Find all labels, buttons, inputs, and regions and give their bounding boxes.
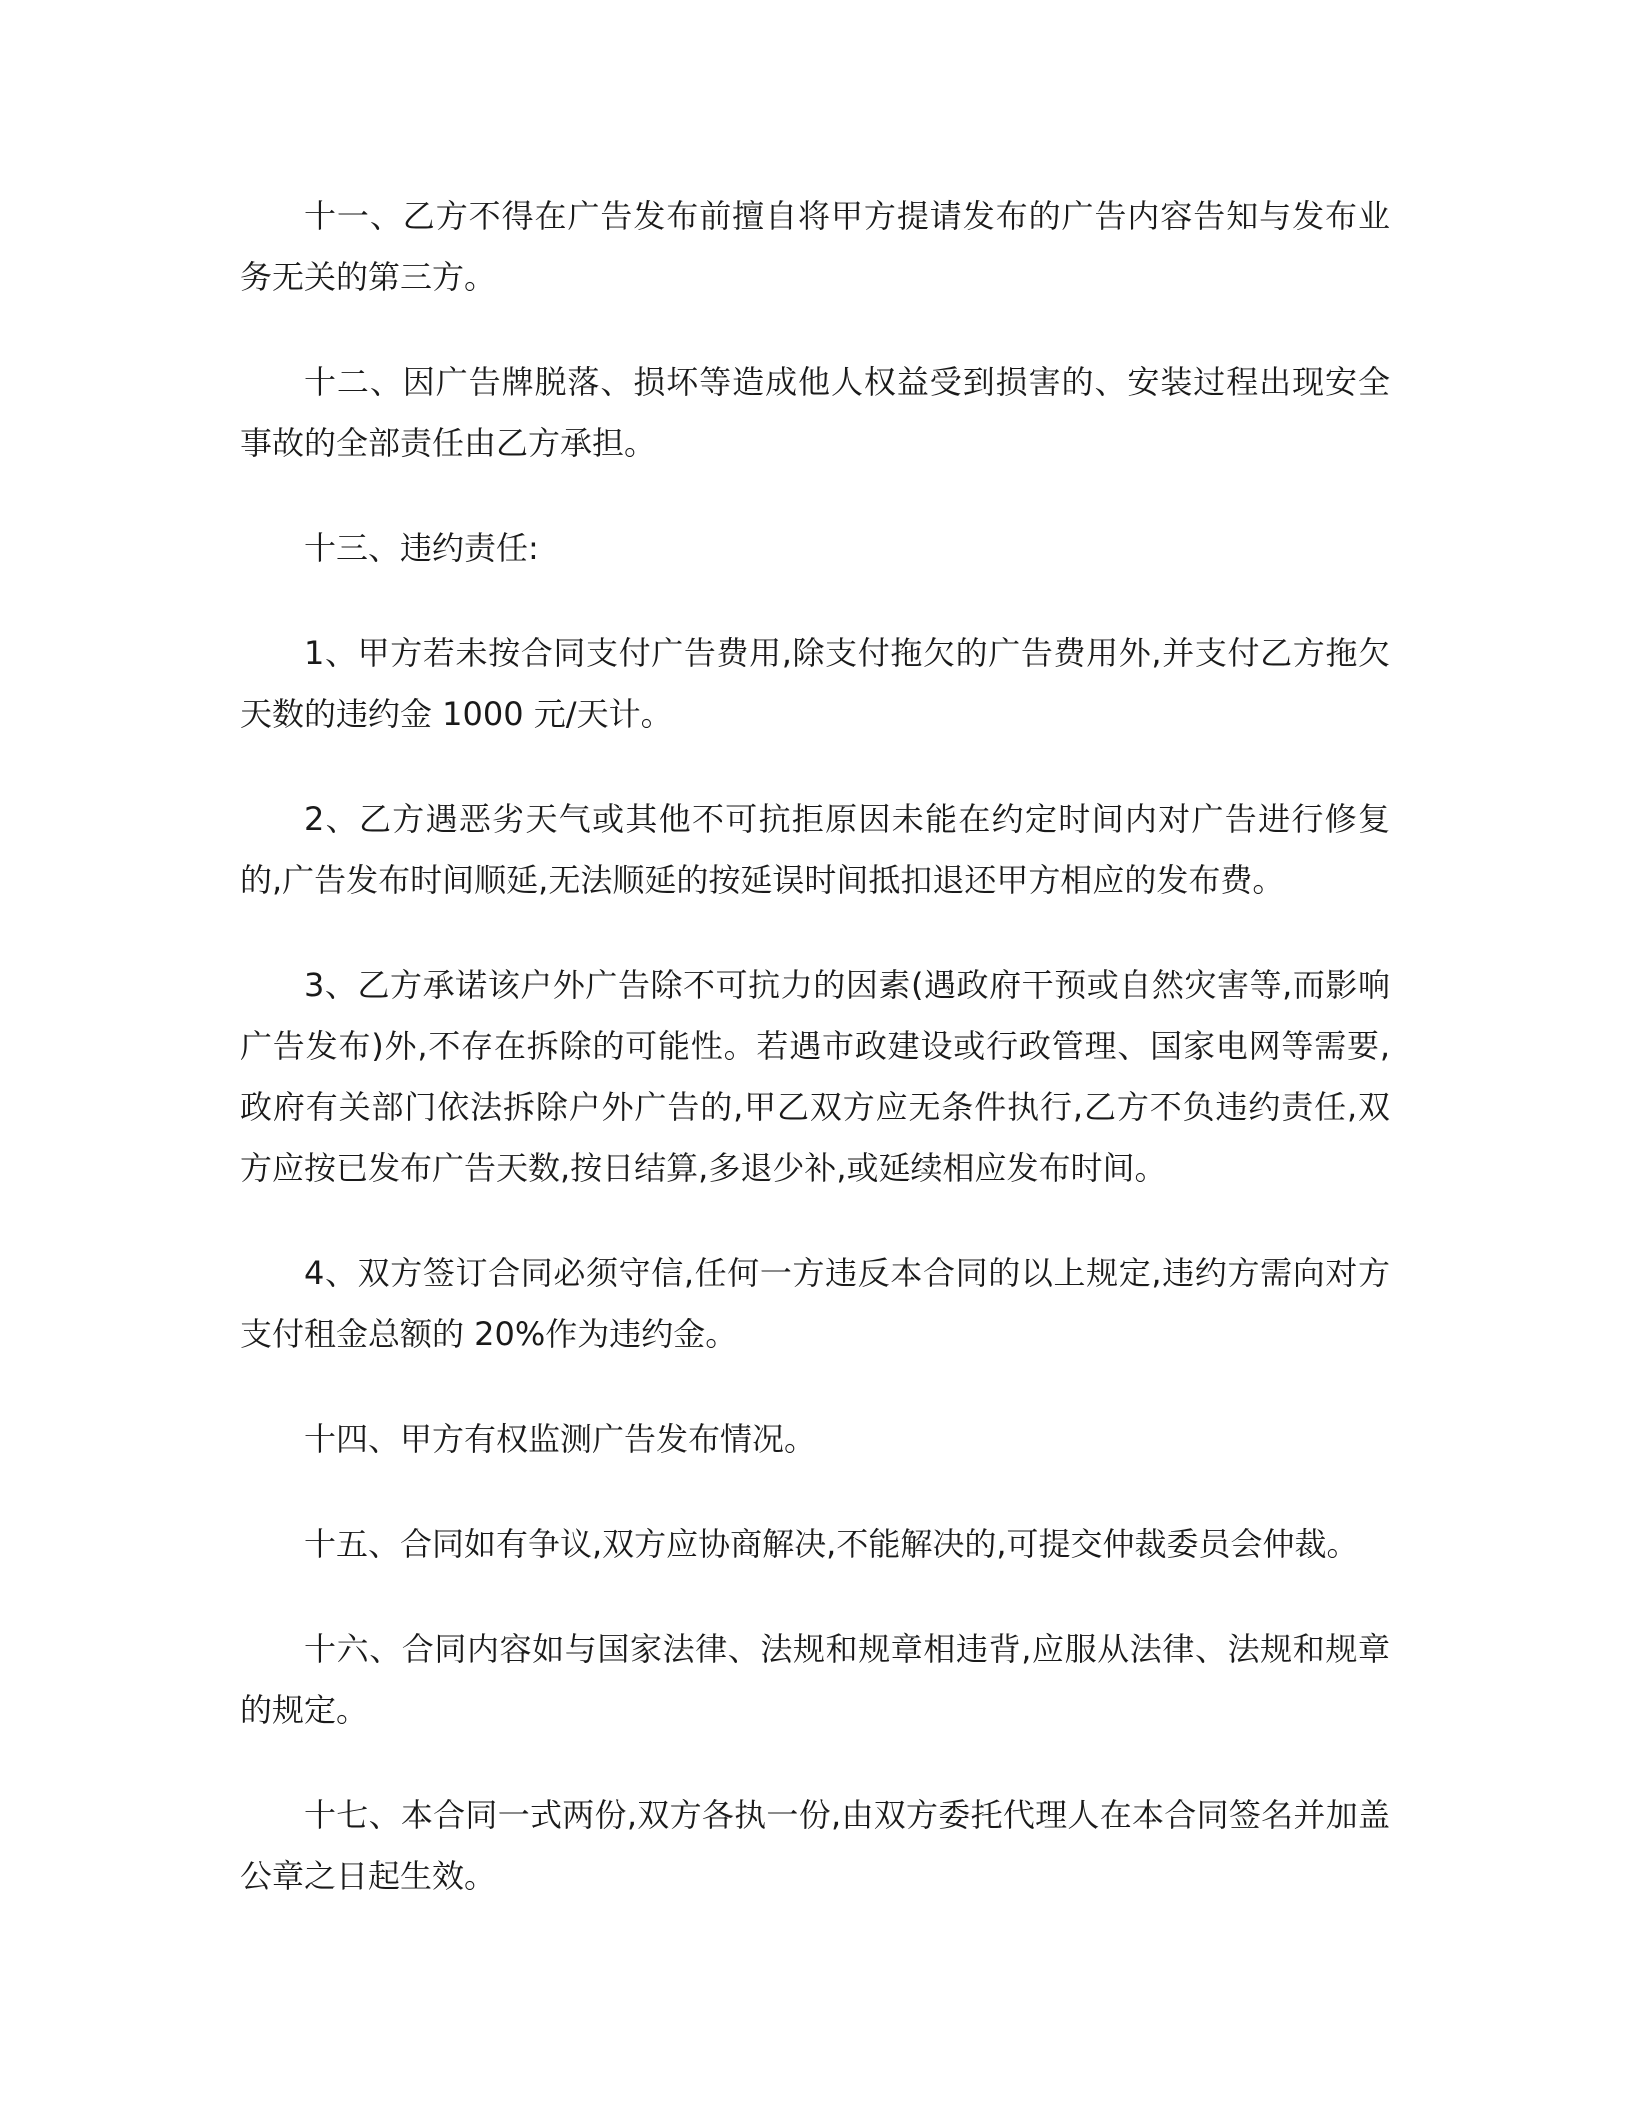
clause-13-item-3: 3、乙方承诺该户外广告除不可抗力的因素(遇政府干预或自然灾害等,而影响广告发布)外,不存在拆除的可能性。若遇市政建设或行政管理、国家电网等需要,政府有关部门依法拆除户外广告的,甲乙双方应无条件执行,乙方不负违约责任,双方应按已发布广告天数,按日结算,多退少补,或延续相应发布时间。 [240, 966, 1390, 1187]
clause-12: 十二、因广告牌脱落、损坏等造成他人权益受到损害的、安装过程出现安全事故的全部责任由乙方承担。 [240, 363, 1390, 462]
contract-body [240, 186, 1390, 1907]
clause-11: 十一、乙方不得在广告发布前擅自将甲方提请发布的广告内容告知与发布业务无关的第三方。 [240, 197, 1390, 296]
clause-14: 十四、甲方有权监测广告发布情况。 [304, 1420, 817, 1458]
clause-15: 十五、合同如有争议,双方应协商解决,不能解决的,可提交仲裁委员会仲裁。 [304, 1525, 1359, 1563]
clause-17: 十七、本合同一式两份,双方各执一份,由双方委托代理人在本合同签名并加盖公章之日起生效。 [240, 1796, 1390, 1895]
clause-16: 十六、合同内容如与国家法律、法规和规章相违背,应服从法律、法规和规章的规定。 [240, 1630, 1390, 1729]
clause-13-heading: 十三、违约责任: [304, 529, 539, 567]
clause-13-item-2: 2、乙方遇恶劣天气或其他不可抗拒原因未能在约定时间内对广告进行修复的,广告发布时间顺延,无法顺延的按延误时间抵扣退还甲方相应的发布费。 [240, 800, 1390, 899]
clause-13-item-4: 4、双方签订合同必须守信,任何一方违反本合同的以上规定,违约方需向对方支付租金总额的 20%作为违约金。 [240, 1254, 1390, 1353]
clause-13-item-1: 1、甲方若未按合同支付广告费用,除支付拖欠的广告费用外,并支付乙方拖欠天数的违约金 1000 元/天计。 [240, 634, 1390, 733]
